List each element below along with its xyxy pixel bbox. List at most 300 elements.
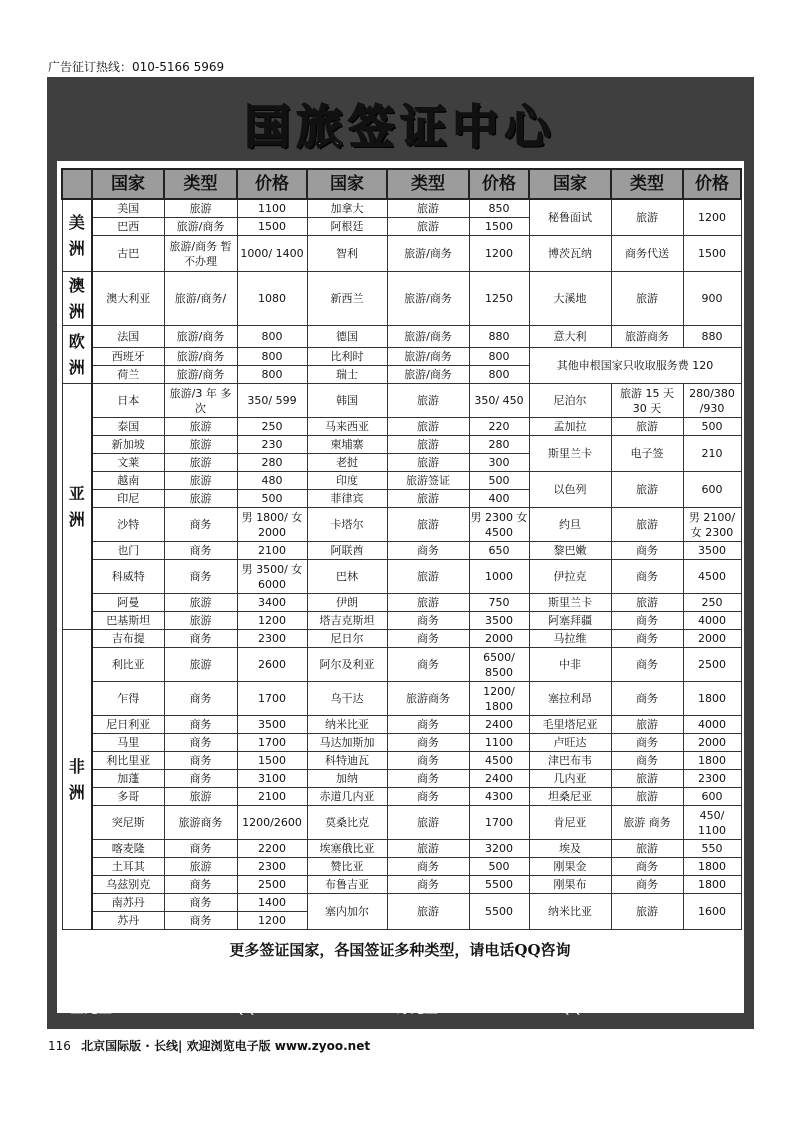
table-cell: 250 — [237, 418, 307, 436]
table-cell: 尼日尔 — [307, 630, 387, 648]
table-cell: 新加坡 — [92, 436, 164, 454]
table-cell: 商务 — [387, 876, 469, 894]
table-cell: 旅游 15 天 30 天 — [611, 384, 683, 418]
table-cell: 250 — [683, 594, 741, 612]
table-cell: 旅游 — [164, 472, 237, 490]
table-cell: 美国 — [92, 199, 164, 218]
visa-price-table — [61, 168, 742, 930]
table-cell: 商务 — [611, 682, 683, 716]
table-cell: 旅游商务 — [387, 682, 469, 716]
table-cell: 商务 — [164, 630, 237, 648]
table-cell: 旅游 — [387, 454, 469, 472]
table-cell: 男 2300 女 4500 — [469, 508, 529, 542]
table-cell: 商务 — [164, 876, 237, 894]
table-cell: 1080 — [237, 272, 307, 326]
table-cell: 越南 — [92, 472, 164, 490]
table-cell: 刚果金 — [529, 858, 611, 876]
table-cell: 突尼斯 — [92, 806, 164, 840]
table-cell: 乍得 — [92, 682, 164, 716]
table-cell: 西班牙 — [92, 348, 164, 366]
table-cell: 印度 — [307, 472, 387, 490]
table-cell: 4000 — [683, 716, 741, 734]
table-cell: 1500 — [237, 218, 307, 236]
table-cell: 350/ 599 — [237, 384, 307, 418]
table-cell: 880 — [469, 326, 529, 348]
table-cell: 750 — [469, 594, 529, 612]
table-cell: 商务 — [164, 770, 237, 788]
table-cell: 多哥 — [92, 788, 164, 806]
table-cell: 也门 — [92, 542, 164, 560]
table-cell: 2600 — [237, 648, 307, 682]
table-cell: 1700 — [237, 734, 307, 752]
table-cell: 旅游商务 — [164, 806, 237, 840]
table-cell: 旅游 — [164, 436, 237, 454]
table-cell: 吉布提 — [92, 630, 164, 648]
table-cell: 旅游 — [164, 648, 237, 682]
table-cell: 菲律宾 — [307, 490, 387, 508]
table-cell: 4000 — [683, 612, 741, 630]
table-cell: 阿尔及利亚 — [307, 648, 387, 682]
table-cell: 1200 — [237, 612, 307, 630]
table-cell: 5500 — [469, 876, 529, 894]
table-cell: 500 — [683, 418, 741, 436]
table-cell: 乌兹别克 — [92, 876, 164, 894]
page-number: 116 — [48, 1039, 71, 1053]
table-cell: 旅游 — [387, 894, 469, 930]
table-cell: 450/ 1100 — [683, 806, 741, 840]
table-cell: 旅游 — [387, 218, 469, 236]
table-cell: 旅游/商务 — [164, 326, 237, 348]
table-cell: 巴西 — [92, 218, 164, 236]
contact-heading: 联系方式 — [70, 977, 126, 993]
table-cell: 澳大利亚 — [92, 272, 164, 326]
table-cell: 商务 — [387, 542, 469, 560]
table-row — [62, 648, 741, 682]
table-cell: 男 3500/ 女 6000 — [237, 560, 307, 594]
page-footer — [48, 1037, 370, 1054]
table-row — [62, 788, 741, 806]
table-cell: 南苏丹 — [92, 894, 164, 912]
table-cell: 纳米比亚 — [307, 716, 387, 734]
table-cell: 旅游 — [387, 436, 469, 454]
table-cell: 新西兰 — [307, 272, 387, 326]
table-cell: 旅游/商务 暂不办理 — [164, 236, 237, 272]
table-cell: 1200 — [683, 199, 741, 236]
table-cell: 1800 — [683, 876, 741, 894]
table-row — [62, 199, 741, 218]
table-cell: 加纳 — [307, 770, 387, 788]
table-cell: 6500/ 8500 — [469, 648, 529, 682]
table-cell: 比利时 — [307, 348, 387, 366]
table-cell: 商务 — [611, 648, 683, 682]
table-cell: 1500 — [683, 236, 741, 272]
table-cell: 2300 — [683, 770, 741, 788]
table-cell: 马来西亚 — [307, 418, 387, 436]
table-row — [62, 472, 741, 490]
header-cell: 类型 — [611, 169, 683, 199]
table-cell: 商务 — [611, 630, 683, 648]
table-cell: 伊朗 — [307, 594, 387, 612]
table-cell: 3500 — [683, 542, 741, 560]
table-cell: 斯里兰卡 — [529, 594, 611, 612]
table-row — [62, 894, 741, 912]
table-cell: 商务 — [387, 788, 469, 806]
table-cell: 毛里塔尼亚 — [529, 716, 611, 734]
table-cell: 商务 — [387, 612, 469, 630]
table-cell: 旅游 — [164, 788, 237, 806]
table-cell: 2400 — [469, 716, 529, 734]
table-cell: 马达加斯加 — [307, 734, 387, 752]
table-cell: 2500 — [683, 648, 741, 682]
table-row — [62, 734, 741, 752]
table-cell: 瑞士 — [307, 366, 387, 384]
table-cell: 印尼 — [92, 490, 164, 508]
ad-hotline: 广告征订热线：010-5166 5969 — [48, 60, 225, 74]
table-cell: 喀麦隆 — [92, 840, 164, 858]
table-cell: 500 — [469, 858, 529, 876]
table-cell: 800 — [469, 348, 529, 366]
table-row — [62, 272, 741, 326]
table-cell: 2100 — [237, 542, 307, 560]
table-cell: 阿塞拜疆 — [529, 612, 611, 630]
table-cell: 秘鲁面试 — [529, 199, 611, 236]
table-cell: 5500 — [469, 894, 529, 930]
table-row — [62, 612, 741, 630]
table-cell: 尼泊尔 — [529, 384, 611, 418]
table-cell: 阿曼 — [92, 594, 164, 612]
table-cell: 旅游 — [387, 508, 469, 542]
table-row — [62, 384, 741, 418]
table-cell: 塔吉克斯坦 — [307, 612, 387, 630]
table-cell: 旅游 — [387, 840, 469, 858]
table-cell: 韩国 — [307, 384, 387, 418]
table-cell: 旅游 — [164, 490, 237, 508]
table-cell: 3400 — [237, 594, 307, 612]
table-cell: 旅游 — [611, 716, 683, 734]
table-cell: 旅游 — [611, 594, 683, 612]
table-cell: 埃塞俄比亚 — [307, 840, 387, 858]
table-cell: 4300 — [469, 788, 529, 806]
table-cell: 旅游/商务 — [387, 326, 469, 348]
table-cell: 阿联酋 — [307, 542, 387, 560]
table-cell: 旅游 — [611, 418, 683, 436]
table-cell: 2100 — [237, 788, 307, 806]
table-cell: 2300 — [237, 858, 307, 876]
table-cell: 大溪地 — [529, 272, 611, 326]
table-cell: 文莱 — [92, 454, 164, 472]
table-cell: 1800 — [683, 752, 741, 770]
table-cell: 旅游 — [164, 454, 237, 472]
table-cell: 旅游 — [611, 894, 683, 930]
table-cell: 商务代送 — [611, 236, 683, 272]
table-cell: 旅游 — [387, 418, 469, 436]
table-cell: 旅游 — [387, 199, 469, 218]
table-cell: 商务 — [164, 840, 237, 858]
table-row — [62, 858, 741, 876]
table-cell: 旅游/商务 — [164, 348, 237, 366]
table-cell: 旅游/商务 — [387, 366, 469, 384]
table-cell: 商务 — [164, 508, 237, 542]
table-cell: 旅游 — [387, 806, 469, 840]
header-cell: 国家 — [529, 169, 611, 199]
table-cell: 600 — [683, 472, 741, 508]
table-cell: 男 1800/ 女 2000 — [237, 508, 307, 542]
table-row — [62, 436, 741, 454]
table-cell: 科特迪瓦 — [307, 752, 387, 770]
table-cell: 1500 — [469, 218, 529, 236]
table-cell: 旅游 — [611, 840, 683, 858]
table-row — [62, 418, 741, 436]
table-cell: 商务 — [387, 734, 469, 752]
table-cell: 2000 — [683, 630, 741, 648]
table-cell: 肯尼亚 — [529, 806, 611, 840]
table-cell: 旅游 — [611, 272, 683, 326]
table-cell: 旅游/商务 — [164, 366, 237, 384]
header-cell: 价格 — [237, 169, 307, 199]
region-label: 美洲 — [62, 199, 92, 272]
table-cell: 马里 — [92, 734, 164, 752]
table-cell: 荷兰 — [92, 366, 164, 384]
table-cell: 550 — [683, 840, 741, 858]
table-cell: 600 — [683, 788, 741, 806]
table-row — [62, 348, 741, 366]
table-cell: 意大利 — [529, 326, 611, 348]
table-cell: 旅游 — [164, 199, 237, 218]
table-cell: 2000 — [683, 734, 741, 752]
table-cell: 旅游 — [164, 858, 237, 876]
table-cell: 德国 — [307, 326, 387, 348]
table-cell: 乌干达 — [307, 682, 387, 716]
table-cell: 1200 — [469, 236, 529, 272]
table-cell: 马拉维 — [529, 630, 611, 648]
header-cell: 国家 — [92, 169, 164, 199]
more-info-banner: 更多签证国家，各国签证多种类型，请电话QQ咨询 — [229, 941, 571, 959]
table-cell: 旅游 — [387, 384, 469, 418]
table-cell: 斯里兰卡 — [529, 436, 611, 472]
table-cell: 旅游 — [611, 508, 683, 542]
table-cell: 210 — [683, 436, 741, 472]
table-cell: 巴林 — [307, 560, 387, 594]
table-cell: 布鲁吉亚 — [307, 876, 387, 894]
table-cell: 1200/ 1800 — [469, 682, 529, 716]
table-cell: 智利 — [307, 236, 387, 272]
table-cell: 旅游/3 年 多次 — [164, 384, 237, 418]
region-label: 非洲 — [62, 630, 92, 930]
table-cell: 几内亚 — [529, 770, 611, 788]
table-cell: 旅游/商务 — [387, 272, 469, 326]
table-cell: 1100 — [469, 734, 529, 752]
table-cell: 旅游 — [164, 418, 237, 436]
table-cell: 尼日利亚 — [92, 716, 164, 734]
table-cell: 1400 — [237, 894, 307, 912]
table-cell: 商务 — [387, 770, 469, 788]
table-row — [62, 806, 741, 840]
table-cell: 商务 — [164, 894, 237, 912]
table-cell: 加蓬 — [92, 770, 164, 788]
table-row — [62, 326, 741, 348]
header-cell: 类型 — [387, 169, 469, 199]
table-row — [62, 840, 741, 858]
region-label: 亚洲 — [62, 384, 92, 630]
table-cell: 男 2100/ 女 2300 — [683, 508, 741, 542]
table-cell: 利比里亚 — [92, 752, 164, 770]
table-cell: 1700 — [237, 682, 307, 716]
table-row — [62, 594, 741, 612]
table-cell: 莫桑比克 — [307, 806, 387, 840]
table-cell: 400 — [469, 490, 529, 508]
header-cell: 国家 — [307, 169, 387, 199]
table-cell: 800 — [237, 326, 307, 348]
table-cell: 220 — [469, 418, 529, 436]
table-cell: 利比亚 — [92, 648, 164, 682]
header-cell: 类型 — [164, 169, 237, 199]
table-cell: 3200 — [469, 840, 529, 858]
table-cell: 2300 — [237, 630, 307, 648]
table-cell: 商务 — [387, 716, 469, 734]
table-cell: 商务 — [611, 876, 683, 894]
table-cell: 苏丹 — [92, 912, 164, 930]
table-cell: 日本 — [92, 384, 164, 418]
table-cell: 2000 — [469, 630, 529, 648]
table-row — [62, 508, 741, 542]
table-cell: 旅游 — [387, 594, 469, 612]
table-cell: 柬埔寨 — [307, 436, 387, 454]
table-cell: 塞拉利昂 — [529, 682, 611, 716]
table-row — [62, 542, 741, 560]
table-cell: 280 — [469, 436, 529, 454]
contact-person-2: 方先生：010-52183018 QQ:613899 — [396, 1001, 640, 1017]
table-cell: 卡塔尔 — [307, 508, 387, 542]
table-cell: 科威特 — [92, 560, 164, 594]
table-cell: 商务 — [611, 752, 683, 770]
table-cell: 350/ 450 — [469, 384, 529, 418]
table-cell: 商务 — [387, 648, 469, 682]
table-row — [62, 716, 741, 734]
table-cell: 旅游 — [387, 560, 469, 594]
table-cell: 商务 — [611, 734, 683, 752]
table-cell: 2200 — [237, 840, 307, 858]
table-cell: 3500 — [469, 612, 529, 630]
region-label: 欧洲 — [62, 326, 92, 384]
table-cell: 3100 — [237, 770, 307, 788]
table-cell: 旅游/商务 — [164, 218, 237, 236]
table-cell: 加拿大 — [307, 199, 387, 218]
table-cell: 商务 — [164, 752, 237, 770]
header-cell — [62, 169, 92, 199]
table-cell: 500 — [237, 490, 307, 508]
table-cell: 土耳其 — [92, 858, 164, 876]
table-cell: 刚果布 — [529, 876, 611, 894]
table-cell: 卢旺达 — [529, 734, 611, 752]
table-cell: 博茨瓦纳 — [529, 236, 611, 272]
table-row — [62, 630, 741, 648]
header-cell: 价格 — [683, 169, 741, 199]
table-cell: 商务 — [164, 682, 237, 716]
table-cell: 4500 — [469, 752, 529, 770]
table-cell: 阿根廷 — [307, 218, 387, 236]
table-cell: 旅游/商务 — [387, 348, 469, 366]
table-row — [62, 752, 741, 770]
table-cell: 旅游签证 — [387, 472, 469, 490]
table-cell: 2400 — [469, 770, 529, 788]
contact-person-1: 王先生：010-52183299 QQ：97635590 — [70, 1001, 341, 1017]
table-cell: 孟加拉 — [529, 418, 611, 436]
table-cell: 商务 — [164, 542, 237, 560]
table-cell: 旅游 — [164, 612, 237, 630]
table-cell: 法国 — [92, 326, 164, 348]
table-cell: 850 — [469, 199, 529, 218]
table-cell: 3500 — [237, 716, 307, 734]
page-title: 国旅签证中心 — [244, 100, 557, 154]
table-cell: 2500 — [237, 876, 307, 894]
table-cell: 商务 — [387, 752, 469, 770]
table-cell: 480 — [237, 472, 307, 490]
table-cell: 800 — [469, 366, 529, 384]
table-cell: 约旦 — [529, 508, 611, 542]
table-cell: 1100 — [237, 199, 307, 218]
table-header — [62, 169, 741, 199]
table-row — [62, 682, 741, 716]
table-cell: 赞比亚 — [307, 858, 387, 876]
table-cell: 商务 — [611, 560, 683, 594]
table-row — [62, 770, 741, 788]
table-cell: 老挝 — [307, 454, 387, 472]
table-cell: 赤道几内亚 — [307, 788, 387, 806]
table-row — [62, 876, 741, 894]
table-cell: 中非 — [529, 648, 611, 682]
table-cell: 旅游 — [611, 199, 683, 236]
table-cell: 1600 — [683, 894, 741, 930]
table-cell: 650 — [469, 542, 529, 560]
table-cell: 沙特 — [92, 508, 164, 542]
table-cell: 800 — [237, 366, 307, 384]
table-cell: 4500 — [683, 560, 741, 594]
table-cell: 230 — [237, 436, 307, 454]
table-cell: 旅游/商务 — [387, 236, 469, 272]
table-cell: 巴基斯坦 — [92, 612, 164, 630]
table-cell: 旅游 — [611, 770, 683, 788]
table-cell: 1000 — [469, 560, 529, 594]
table-row — [62, 236, 741, 272]
table-cell: 旅游 — [611, 788, 683, 806]
table-cell: 电子签 — [611, 436, 683, 472]
table-cell: 商务 — [611, 542, 683, 560]
table-cell: 800 — [237, 348, 307, 366]
table-cell: 旅游 — [387, 490, 469, 508]
region-label: 澳洲 — [62, 272, 92, 326]
table-cell: 商务 — [611, 612, 683, 630]
table-cell: 商务 — [387, 858, 469, 876]
table-cell: 商务 — [164, 734, 237, 752]
table-row — [62, 560, 741, 594]
table-cell: 1200 — [237, 912, 307, 930]
schengen-note: 其他申根国家只收取服务费 120 — [529, 348, 741, 384]
table-cell: 旅游/商务/ — [164, 272, 237, 326]
table-cell: 商务 — [164, 560, 237, 594]
table-cell: 黎巴嫩 — [529, 542, 611, 560]
table-cell: 300 — [469, 454, 529, 472]
table-cell: 商务 — [164, 912, 237, 930]
table-cell: 商务 — [164, 716, 237, 734]
table-cell: 1800 — [683, 858, 741, 876]
table-cell: 880 — [683, 326, 741, 348]
footer-text: 北京国际版 · 长线| 欢迎浏览电子版 www.zyoo.net — [81, 1039, 371, 1053]
table-cell: 古巴 — [92, 236, 164, 272]
table-cell: 280/380 /930 — [683, 384, 741, 418]
table-cell: 旅游 商务 — [611, 806, 683, 840]
table-cell: 纳米比亚 — [529, 894, 611, 930]
table-cell: 500 — [469, 472, 529, 490]
